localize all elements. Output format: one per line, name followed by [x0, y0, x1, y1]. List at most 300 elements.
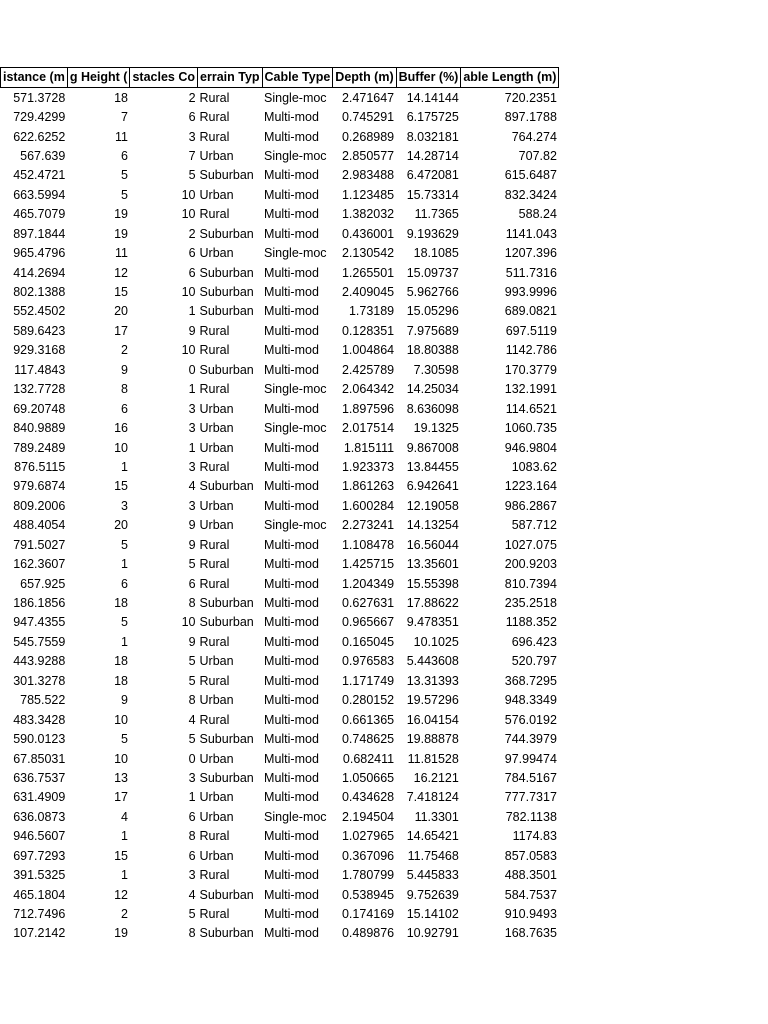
cell-terrain[interactable]: Rural [199, 110, 230, 125]
cell-buffer[interactable]: 19.88878 [406, 732, 459, 747]
cell-building-height[interactable]: 2 [121, 343, 128, 358]
cell-obstacles[interactable]: 3 [188, 129, 196, 144]
cell-obstacles[interactable]: 5 [188, 732, 196, 747]
cell-buffer[interactable]: 9.867008 [406, 440, 459, 455]
cell-distance[interactable]: 697.7293 [13, 848, 66, 863]
cell-buffer[interactable]: 11.81528 [407, 751, 459, 766]
cell-terrain[interactable]: Rural [199, 634, 230, 649]
cell-depth[interactable]: 1.171749 [341, 673, 395, 688]
cell-buffer[interactable]: 6.472081 [406, 168, 459, 183]
cell-distance[interactable]: 132.7728 [13, 382, 66, 397]
header-cable-length[interactable]: able Length (m) [461, 68, 559, 88]
cell-buffer[interactable]: 18.1085 [413, 246, 459, 261]
cell-cable-length[interactable]: 132.1991 [504, 382, 557, 397]
cell-depth[interactable]: 2.425789 [341, 362, 395, 377]
cell-terrain[interactable]: Rural [199, 673, 230, 688]
cell-cable-type[interactable]: Multi-mod [264, 440, 319, 455]
cell-building-height[interactable]: 15 [114, 285, 128, 300]
cell-obstacles[interactable]: 4 [188, 887, 196, 902]
cell-building-height[interactable]: 5 [121, 537, 128, 552]
cell-cable-type[interactable]: Multi-mod [264, 401, 319, 416]
cell-terrain[interactable]: Suburban [199, 479, 254, 494]
cell-depth[interactable]: 0.538945 [341, 887, 395, 902]
cell-cable-type[interactable]: Single-moc [264, 421, 327, 436]
cell-depth[interactable]: 2.064342 [341, 382, 395, 397]
cell-building-height[interactable]: 10 [114, 712, 128, 727]
cell-depth[interactable]: 0.627631 [341, 596, 395, 611]
cell-distance[interactable]: 622.6252 [13, 129, 66, 144]
cell-depth[interactable]: 1.027965 [341, 829, 395, 844]
cell-terrain[interactable]: Urban [199, 246, 234, 261]
cell-obstacles[interactable]: 5 [188, 557, 196, 572]
cell-cable-length[interactable]: 986.2867 [504, 498, 557, 513]
cell-obstacles[interactable]: 6 [188, 848, 196, 863]
cell-distance[interactable]: 791.5027 [13, 537, 66, 552]
cell-obstacles[interactable]: 5 [188, 654, 196, 669]
cell-terrain[interactable]: Urban [199, 401, 234, 416]
cell-distance[interactable]: 636.0873 [13, 809, 66, 824]
cell-distance[interactable]: 809.2006 [13, 498, 66, 513]
cell-terrain[interactable]: Suburban [199, 615, 254, 630]
cell-depth[interactable]: 1.050665 [341, 770, 395, 785]
cell-cable-type[interactable]: Single-moc [264, 148, 327, 163]
cell-depth[interactable]: 1.73189 [348, 304, 395, 319]
cell-cable-length[interactable]: 832.3424 [504, 187, 557, 202]
cell-obstacles[interactable]: 10 [181, 207, 196, 222]
cell-distance[interactable]: 729.4299 [13, 110, 66, 125]
cell-cable-length[interactable]: 168.7635 [504, 926, 557, 941]
cell-building-height[interactable]: 18 [114, 673, 128, 688]
cell-depth[interactable]: 1.861263 [341, 479, 395, 494]
cell-obstacles[interactable]: 6 [188, 246, 196, 261]
header-depth[interactable]: Depth (m) [333, 68, 396, 88]
cell-building-height[interactable]: 1 [121, 634, 128, 649]
cell-obstacles[interactable]: 5 [188, 907, 196, 922]
cell-building-height[interactable]: 10 [114, 440, 128, 455]
cell-cable-type[interactable]: Multi-mod [264, 323, 319, 338]
cell-cable-length[interactable]: 946.9804 [504, 440, 557, 455]
cell-buffer[interactable]: 14.65421 [406, 829, 459, 844]
cell-cable-type[interactable]: Multi-mod [264, 790, 319, 805]
cell-obstacles[interactable]: 0 [188, 362, 196, 377]
cell-depth[interactable]: 0.748625 [341, 732, 395, 747]
cell-cable-length[interactable]: 1141.043 [505, 226, 557, 241]
cell-cable-type[interactable]: Multi-mod [264, 207, 319, 222]
cell-depth[interactable]: 0.165045 [341, 634, 395, 649]
cell-buffer[interactable]: 11.75468 [407, 848, 459, 863]
cell-buffer[interactable]: 13.35601 [406, 557, 459, 572]
cell-cable-type[interactable]: Multi-mod [264, 693, 319, 708]
cell-terrain[interactable]: Urban [199, 518, 234, 533]
cell-cable-length[interactable]: 1083.62 [511, 459, 557, 474]
cell-distance[interactable]: 465.1804 [13, 887, 66, 902]
cell-cable-length[interactable]: 744.3979 [504, 732, 557, 747]
cell-buffer[interactable]: 14.13254 [406, 518, 459, 533]
cell-distance[interactable]: 162.3607 [13, 557, 66, 572]
cell-obstacles[interactable]: 10 [181, 285, 196, 300]
cell-distance[interactable]: 465.7079 [13, 207, 66, 222]
cell-cable-length[interactable]: 1060.735 [504, 421, 557, 436]
cell-building-height[interactable]: 19 [114, 207, 128, 222]
cell-cable-type[interactable]: Multi-mod [264, 285, 319, 300]
cell-building-height[interactable]: 18 [114, 90, 128, 105]
cell-terrain[interactable]: Urban [199, 440, 234, 455]
cell-depth[interactable]: 2.273241 [341, 518, 395, 533]
cell-cable-length[interactable]: 782.1138 [505, 809, 557, 824]
cell-obstacles[interactable]: 3 [188, 421, 196, 436]
cell-cable-type[interactable]: Multi-mod [264, 362, 319, 377]
cell-depth[interactable]: 0.367096 [341, 848, 395, 863]
cell-cable-length[interactable]: 576.0192 [504, 712, 557, 727]
cell-obstacles[interactable]: 8 [188, 596, 196, 611]
cell-building-height[interactable]: 15 [114, 479, 128, 494]
cell-cable-length[interactable]: 948.3349 [504, 693, 557, 708]
cell-buffer[interactable]: 6.942641 [406, 479, 459, 494]
cell-buffer[interactable]: 15.73314 [406, 187, 459, 202]
cell-building-height[interactable]: 5 [121, 187, 128, 202]
cell-cable-length[interactable]: 1027.075 [504, 537, 557, 552]
cell-depth[interactable]: 0.128351 [341, 323, 395, 338]
cell-cable-length[interactable]: 777.7317 [504, 790, 557, 805]
cell-distance[interactable]: 789.2489 [13, 440, 66, 455]
cell-distance[interactable]: 552.4502 [13, 304, 66, 319]
cell-terrain[interactable]: Suburban [199, 362, 254, 377]
header-buffer[interactable]: Buffer (%) [396, 68, 461, 88]
cell-obstacles[interactable]: 9 [188, 634, 196, 649]
cell-cable-type[interactable]: Multi-mod [264, 459, 319, 474]
cell-depth[interactable]: 1.265501 [341, 265, 395, 280]
cell-obstacles[interactable]: 10 [181, 343, 196, 358]
cell-depth[interactable]: 2.409045 [341, 285, 395, 300]
cell-terrain[interactable]: Rural [199, 343, 230, 358]
cell-depth[interactable]: 1.382032 [341, 207, 395, 222]
cell-obstacles[interactable]: 2 [188, 90, 196, 105]
cell-buffer[interactable]: 17.88622 [406, 596, 459, 611]
cell-terrain[interactable]: Urban [199, 421, 234, 436]
cell-terrain[interactable]: Rural [199, 537, 230, 552]
cell-buffer[interactable]: 5.443608 [406, 654, 459, 669]
cell-obstacles[interactable]: 3 [188, 401, 196, 416]
cell-obstacles[interactable]: 0 [188, 751, 196, 766]
cell-terrain[interactable]: Urban [199, 751, 234, 766]
cell-cable-length[interactable]: 520.797 [511, 654, 557, 669]
cell-obstacles[interactable]: 8 [188, 926, 196, 941]
cell-cable-type[interactable]: Multi-mod [264, 498, 319, 513]
cell-cable-type[interactable]: Multi-mod [264, 712, 319, 727]
cell-terrain[interactable]: Suburban [199, 770, 254, 785]
cell-obstacles[interactable]: 10 [181, 187, 196, 202]
cell-depth[interactable]: 1.004864 [341, 343, 395, 358]
cell-depth[interactable]: 0.965667 [341, 615, 395, 630]
cell-cable-length[interactable]: 584.7537 [504, 887, 557, 902]
cell-distance[interactable]: 947.4355 [13, 615, 66, 630]
cell-obstacles[interactable]: 10 [181, 615, 196, 630]
cell-distance[interactable]: 567.639 [20, 148, 66, 163]
cell-depth[interactable]: 1.780799 [341, 868, 395, 883]
cell-obstacles[interactable]: 9 [188, 518, 196, 533]
cell-distance[interactable]: 117.4843 [14, 362, 66, 377]
cell-building-height[interactable]: 12 [114, 887, 128, 902]
cell-depth[interactable]: 0.436001 [341, 226, 395, 241]
cell-terrain[interactable]: Suburban [199, 596, 254, 611]
cell-obstacles[interactable]: 6 [188, 265, 196, 280]
cell-distance[interactable]: 107.2142 [13, 926, 66, 941]
cell-obstacles[interactable]: 6 [188, 110, 196, 125]
cell-buffer[interactable]: 16.04154 [406, 712, 459, 727]
cell-obstacles[interactable]: 1 [188, 440, 196, 455]
cell-depth[interactable]: 1.897596 [341, 401, 395, 416]
cell-cable-type[interactable]: Single-moc [264, 809, 327, 824]
cell-building-height[interactable]: 1 [121, 459, 128, 474]
cell-building-height[interactable]: 6 [121, 576, 128, 591]
cell-distance[interactable]: 979.6874 [13, 479, 66, 494]
cell-cable-type[interactable]: Multi-mod [264, 926, 319, 941]
cell-cable-type[interactable]: Multi-mod [264, 576, 319, 591]
cell-cable-type[interactable]: Single-moc [264, 246, 327, 261]
cell-terrain[interactable]: Suburban [199, 304, 254, 319]
cell-building-height[interactable]: 6 [121, 148, 128, 163]
cell-cable-length[interactable]: 368.7295 [504, 673, 557, 688]
cell-cable-type[interactable]: Multi-mod [264, 848, 319, 863]
cell-obstacles[interactable]: 6 [188, 576, 196, 591]
cell-depth[interactable]: 1.108478 [341, 537, 395, 552]
cell-building-height[interactable]: 19 [114, 226, 128, 241]
cell-buffer[interactable]: 15.05296 [406, 304, 459, 319]
cell-obstacles[interactable]: 1 [188, 382, 196, 397]
cell-cable-type[interactable]: Multi-mod [264, 615, 319, 630]
cell-cable-length[interactable]: 588.24 [518, 207, 557, 222]
cell-buffer[interactable]: 15.09737 [406, 265, 459, 280]
cell-buffer[interactable]: 5.962766 [406, 285, 459, 300]
cell-cable-length[interactable]: 114.6521 [505, 401, 557, 416]
cell-depth[interactable]: 2.983488 [341, 168, 395, 183]
cell-cable-type[interactable]: Multi-mod [264, 304, 319, 319]
cell-obstacles[interactable]: 1 [188, 790, 196, 805]
cell-cable-length[interactable]: 1174.83 [512, 829, 557, 844]
cell-building-height[interactable]: 17 [114, 790, 128, 805]
cell-terrain[interactable]: Rural [199, 207, 230, 222]
header-distance[interactable]: istance (m [1, 68, 68, 88]
cell-distance[interactable]: 965.4796 [13, 246, 66, 261]
cell-obstacles[interactable]: 6 [188, 809, 196, 824]
cell-terrain[interactable]: Rural [199, 323, 230, 338]
cell-cable-type[interactable]: Multi-mod [264, 537, 319, 552]
cell-building-height[interactable]: 8 [121, 382, 128, 397]
cell-cable-type[interactable]: Multi-mod [264, 770, 319, 785]
cell-distance[interactable]: 443.9288 [13, 654, 66, 669]
cell-obstacles[interactable]: 5 [188, 673, 196, 688]
cell-buffer[interactable]: 12.19058 [406, 498, 459, 513]
cell-cable-length[interactable]: 697.5119 [505, 323, 557, 338]
cell-distance[interactable]: 631.4909 [13, 790, 66, 805]
cell-building-height[interactable]: 18 [114, 596, 128, 611]
cell-obstacles[interactable]: 7 [188, 148, 196, 163]
cell-building-height[interactable]: 19 [114, 926, 128, 941]
cell-terrain[interactable]: Urban [199, 187, 234, 202]
cell-building-height[interactable]: 20 [114, 304, 128, 319]
cell-obstacles[interactable]: 1 [188, 304, 196, 319]
cell-cable-type[interactable]: Multi-mod [264, 265, 319, 280]
cell-distance[interactable]: 636.7537 [13, 770, 66, 785]
cell-distance[interactable]: 391.5325 [13, 868, 66, 883]
cell-cable-type[interactable]: Multi-mod [264, 129, 319, 144]
cell-cable-length[interactable]: 857.0583 [504, 848, 557, 863]
cell-terrain[interactable]: Rural [199, 829, 230, 844]
cell-distance[interactable]: 301.3278 [13, 673, 66, 688]
cell-terrain[interactable]: Rural [199, 868, 230, 883]
cell-depth[interactable]: 1.204349 [341, 576, 395, 591]
cell-cable-type[interactable]: Multi-mod [264, 479, 319, 494]
cell-buffer[interactable]: 14.25034 [406, 382, 459, 397]
cell-depth[interactable]: 2.130542 [341, 246, 395, 261]
cell-buffer[interactable]: 16.2121 [413, 770, 459, 785]
cell-buffer[interactable]: 18.80388 [406, 343, 459, 358]
cell-cable-length[interactable]: 615.6487 [504, 168, 557, 183]
cell-depth[interactable]: 1.815111 [343, 440, 395, 455]
cell-cable-length[interactable]: 993.9996 [504, 285, 557, 300]
cell-terrain[interactable]: Rural [199, 907, 230, 922]
cell-building-height[interactable]: 18 [114, 654, 128, 669]
cell-obstacles[interactable]: 3 [188, 770, 196, 785]
cell-cable-length[interactable]: 1207.396 [504, 246, 557, 261]
cell-building-height[interactable]: 6 [121, 401, 128, 416]
cell-depth[interactable]: 1.923373 [341, 459, 395, 474]
cell-distance[interactable]: 67.85031 [13, 751, 66, 766]
cell-cable-type[interactable]: Multi-mod [264, 343, 319, 358]
cell-cable-length[interactable]: 764.274 [511, 129, 557, 144]
cell-buffer[interactable]: 11.3301 [414, 809, 459, 824]
cell-cable-length[interactable]: 707.82 [518, 148, 557, 163]
cell-buffer[interactable]: 10.92791 [406, 926, 459, 941]
cell-terrain[interactable]: Suburban [199, 732, 254, 747]
cell-buffer[interactable]: 13.84455 [406, 459, 459, 474]
cell-building-height[interactable]: 13 [114, 770, 128, 785]
cell-distance[interactable]: 545.7559 [13, 634, 66, 649]
cell-buffer[interactable]: 9.193629 [406, 226, 459, 241]
cell-building-height[interactable]: 15 [114, 848, 128, 863]
cell-buffer[interactable]: 14.28714 [406, 148, 459, 163]
cell-cable-length[interactable]: 97.99474 [504, 751, 557, 766]
cell-depth[interactable]: 2.850577 [341, 148, 395, 163]
cell-building-height[interactable]: 5 [121, 732, 128, 747]
cell-cable-type[interactable]: Multi-mod [264, 732, 319, 747]
cell-cable-type[interactable]: Multi-mod [264, 654, 319, 669]
header-obstacles-count[interactable]: stacles Co [130, 68, 198, 88]
cell-buffer[interactable]: 7.30598 [413, 362, 459, 377]
cell-terrain[interactable]: Urban [199, 790, 234, 805]
cell-distance[interactable]: 802.1388 [13, 285, 66, 300]
cell-cable-length[interactable]: 511.7316 [505, 265, 557, 280]
cell-buffer[interactable]: 16.56044 [406, 537, 459, 552]
cell-terrain[interactable]: Suburban [199, 226, 254, 241]
cell-cable-length[interactable]: 910.9493 [504, 907, 557, 922]
cell-depth[interactable]: 0.489876 [341, 926, 395, 941]
cell-obstacles[interactable]: 3 [188, 868, 196, 883]
cell-cable-length[interactable]: 1188.352 [505, 615, 557, 630]
cell-depth[interactable]: 0.661365 [341, 712, 395, 727]
cell-cable-type[interactable]: Multi-mod [264, 751, 319, 766]
cell-cable-length[interactable]: 200.9203 [504, 557, 557, 572]
cell-buffer[interactable]: 8.032181 [406, 129, 459, 144]
cell-cable-length[interactable]: 810.7394 [504, 576, 557, 591]
cell-terrain[interactable]: Rural [199, 129, 230, 144]
cell-depth[interactable]: 1.600284 [341, 498, 395, 513]
cell-buffer[interactable]: 15.14102 [406, 907, 459, 922]
cell-terrain[interactable]: Rural [199, 576, 230, 591]
cell-distance[interactable]: 657.925 [20, 576, 66, 591]
cell-distance[interactable]: 589.6423 [13, 323, 66, 338]
cell-cable-length[interactable]: 1142.786 [505, 343, 557, 358]
cell-cable-type[interactable]: Multi-mod [264, 634, 319, 649]
cell-terrain[interactable]: Suburban [199, 265, 254, 280]
cell-cable-type[interactable]: Multi-mod [264, 226, 319, 241]
cell-building-height[interactable]: 1 [121, 829, 128, 844]
cell-cable-length[interactable]: 488.3501 [504, 868, 557, 883]
cell-terrain[interactable]: Rural [199, 459, 230, 474]
cell-building-height[interactable]: 7 [121, 110, 128, 125]
cell-buffer[interactable]: 9.478351 [406, 615, 459, 630]
cell-distance[interactable]: 414.2694 [13, 265, 66, 280]
cell-buffer[interactable]: 5.445833 [406, 868, 459, 883]
cell-cable-type[interactable]: Multi-mod [264, 187, 319, 202]
cell-buffer[interactable]: 10.1025 [413, 634, 459, 649]
cell-cable-length[interactable]: 696.423 [511, 634, 557, 649]
cell-cable-length[interactable]: 1223.164 [504, 479, 557, 494]
cell-building-height[interactable]: 4 [121, 809, 128, 824]
header-cable-type[interactable]: Cable Type [262, 68, 333, 88]
cell-buffer[interactable]: 13.31393 [406, 673, 459, 688]
cell-terrain[interactable]: Rural [199, 557, 230, 572]
cell-distance[interactable]: 483.3428 [13, 712, 66, 727]
cell-depth[interactable]: 0.682411 [342, 751, 395, 766]
cell-distance[interactable]: 571.3728 [13, 90, 66, 105]
cell-cable-type[interactable]: Single-moc [264, 518, 327, 533]
cell-cable-type[interactable]: Multi-mod [264, 868, 319, 883]
cell-depth[interactable]: 1.123485 [341, 187, 395, 202]
cell-cable-type[interactable]: Single-moc [264, 90, 327, 105]
cell-obstacles[interactable]: 4 [188, 479, 196, 494]
cell-terrain[interactable]: Suburban [199, 168, 254, 183]
cell-obstacles[interactable]: 2 [188, 226, 196, 241]
cell-cable-length[interactable]: 689.0821 [504, 304, 557, 319]
cell-obstacles[interactable]: 9 [188, 323, 196, 338]
cell-cable-length[interactable]: 897.1788 [504, 110, 557, 125]
cell-distance[interactable]: 488.4054 [13, 518, 66, 533]
cell-terrain[interactable]: Rural [199, 382, 230, 397]
cell-distance[interactable]: 186.1856 [13, 596, 66, 611]
cell-cable-type[interactable]: Multi-mod [264, 110, 319, 125]
cell-cable-length[interactable]: 170.3779 [504, 362, 557, 377]
cell-cable-length[interactable]: 784.5167 [504, 770, 557, 785]
header-terrain-type[interactable]: errain Typ [198, 68, 263, 88]
cell-building-height[interactable]: 2 [121, 907, 128, 922]
cell-distance[interactable]: 712.7496 [13, 907, 66, 922]
cell-building-height[interactable]: 17 [114, 323, 128, 338]
cell-cable-length[interactable]: 720.2351 [504, 90, 557, 105]
cell-buffer[interactable]: 8.636098 [406, 401, 459, 416]
cell-distance[interactable]: 785.522 [20, 693, 66, 708]
cell-distance[interactable]: 897.1844 [13, 226, 66, 241]
cell-distance[interactable]: 69.20748 [13, 401, 66, 416]
cell-building-height[interactable]: 16 [114, 421, 128, 436]
cell-depth[interactable]: 1.425715 [341, 557, 395, 572]
cell-terrain[interactable]: Urban [199, 654, 234, 669]
cell-distance[interactable]: 876.5115 [14, 459, 66, 474]
cell-buffer[interactable]: 11.7365 [414, 207, 459, 222]
cell-building-height[interactable]: 3 [121, 498, 128, 513]
cell-obstacles[interactable]: 8 [188, 829, 196, 844]
cell-buffer[interactable]: 6.175725 [406, 110, 459, 125]
